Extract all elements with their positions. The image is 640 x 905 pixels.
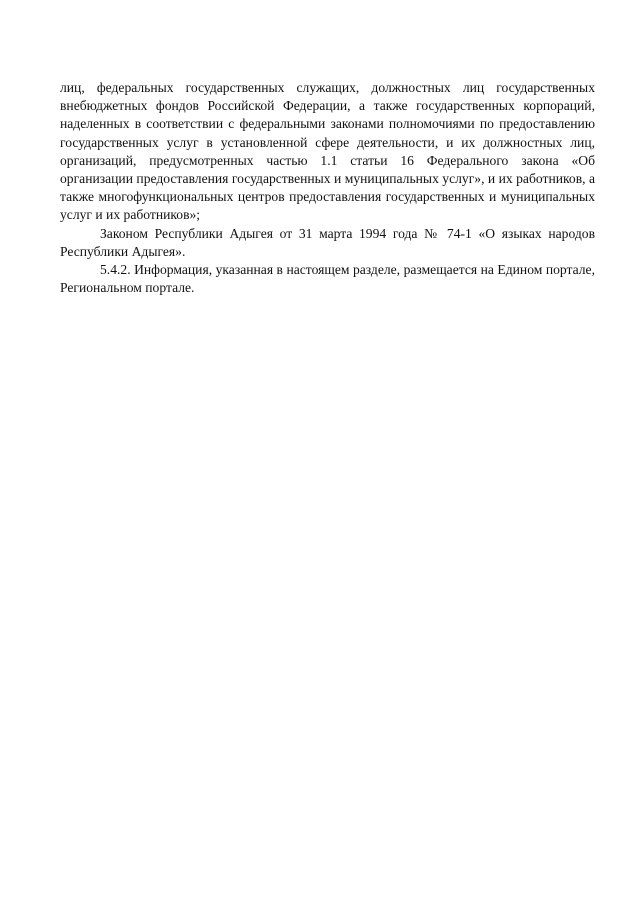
document-page xyxy=(60,79,595,297)
paragraph-continuation: лиц, федеральных государственных служащих, должностных лиц государственных внебюджетных фондов Российской Федерации, а также государственных корпораций, наделенных в соответствии с федеральными законами полномочиями по предоставлению государственных услуг в установленной сфере деятельности, и их должностных лиц, организаций, предусмотренных частью 1.1 статьи 16 Федерального закона «Об организации предоставления государственных и муниципальных услуг», и их работников, а также многофункциональных центров предоставления государственных и муниципальных услуг и их работников»; xyxy=(60,80,595,223)
paragraph-section-5-4-2: 5.4.2. Информация, указанная в настоящем разделе, размещается на Едином портале, Региональном портале. xyxy=(60,262,595,296)
paragraph-law-reference: Законом Республики Адыгея от 31 марта 1994 года № 74-1 «О языках народов Республики Адыгея». xyxy=(60,225,595,259)
